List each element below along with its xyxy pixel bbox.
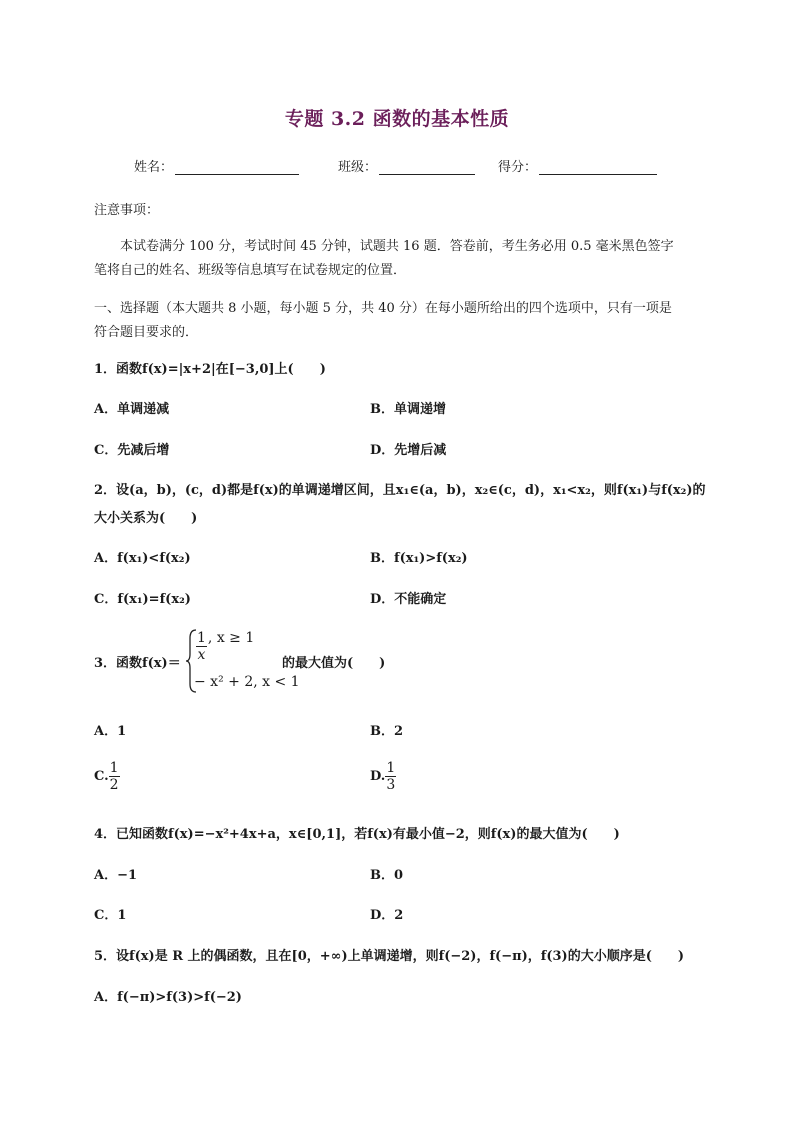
page-title: 专题 3.2 函数的基本性质 bbox=[284, 108, 510, 130]
q3-option-c: C. $\frac{1}{2}$ bbox=[94, 760, 119, 793]
q3-option-c-fraction: $\frac{1}{2}$ bbox=[109, 760, 119, 793]
q3-option-a: A．1 bbox=[94, 724, 127, 739]
name-blank bbox=[175, 160, 299, 175]
question-5-stem: 5．设f(x)是 R 上的偶函数，且在[0，+∞)上单调递增，则f(−2)，f(−π)，f(3)的大小顺序是( ) bbox=[94, 949, 684, 964]
class-label: 班级： bbox=[338, 160, 378, 175]
q4-option-d: D．2 bbox=[370, 908, 404, 923]
q4-option-c: C．1 bbox=[94, 908, 127, 923]
notice-line-2: 笔将自己的姓名、班级等信息填写在试卷规定的位置． bbox=[94, 263, 407, 278]
q1-option-c: C．先减后增 bbox=[94, 443, 170, 458]
question-2-stem-line-2: 大小关系为( ) bbox=[94, 511, 198, 526]
question-4-stem: 4．已知函数f(x)=−x²+4x+a，x∈[0,1]，若f(x)有最小值−2，则f(x)的最大值为( ) bbox=[94, 827, 620, 842]
score-blank bbox=[539, 160, 657, 175]
q4-option-a: A．−1 bbox=[94, 868, 138, 883]
question-2-stem-line-1: 2．设(a，b)，(c，d)都是f(x)的单调递增区间，且x₁∈(a，b)，x₂∈(c，d)，x₁<x₂，则f(x₁)与f(x₂)的 bbox=[94, 483, 706, 498]
q1-option-b: B．单调递增 bbox=[370, 402, 446, 417]
class-field bbox=[338, 156, 475, 175]
section-line-1: 一、选择题（本大题共 8 小题，每小题 5 分，共 40 分）在每小题所给出的四个选项中，只有一项是 bbox=[94, 301, 672, 316]
piece1-fraction: $\frac{1}{x}$ bbox=[197, 630, 206, 663]
name-label: 姓名： bbox=[134, 160, 174, 175]
section-line-2: 符合题目要求的． bbox=[94, 325, 199, 340]
class-blank bbox=[379, 160, 475, 175]
q4-option-b: B．0 bbox=[370, 868, 404, 883]
q1-option-d: D．先增后减 bbox=[370, 443, 447, 458]
piece1-condition: , x ≥ 1 bbox=[207, 630, 255, 646]
question-1-stem: 1．函数f(x)=|x+2|在[−3,0]上( ) bbox=[94, 362, 326, 377]
q2-option-a: A．f(x₁)<f(x₂) bbox=[94, 551, 191, 566]
q3-option-d-fraction: $\frac{1}{3}$ bbox=[386, 760, 396, 793]
q2-option-d: D．不能确定 bbox=[370, 592, 447, 607]
notice-heading: 注意事项： bbox=[94, 203, 160, 218]
question-3-prefix: 3．函数f(x)＝ bbox=[94, 656, 181, 671]
q2-option-b: B．f(x₁)>f(x₂) bbox=[370, 551, 468, 566]
q1-option-a: A．单调递减 bbox=[94, 402, 170, 417]
piecewise-row-1 bbox=[196, 630, 254, 663]
score-label: 得分： bbox=[498, 160, 538, 175]
score-field bbox=[498, 156, 657, 175]
question-3-suffix: 的最大值为( ) bbox=[282, 656, 386, 671]
q3-option-b: B．2 bbox=[370, 724, 404, 739]
q2-option-c: C．f(x₁)=f(x₂) bbox=[94, 592, 191, 607]
notice-line-1: 本试卷满分 100 分，考试时间 45 分钟，试题共 16 题．答卷前，考生务必用 0.5 毫米黑色签字 bbox=[120, 239, 674, 254]
q3-option-d: D. $\frac{1}{3}$ bbox=[370, 760, 396, 793]
q5-option-a: A．f(−π)>f(3)>f(−2) bbox=[94, 990, 242, 1005]
piecewise-row-2: − x² + 2, x < 1 bbox=[194, 674, 300, 690]
name-field bbox=[134, 156, 299, 175]
